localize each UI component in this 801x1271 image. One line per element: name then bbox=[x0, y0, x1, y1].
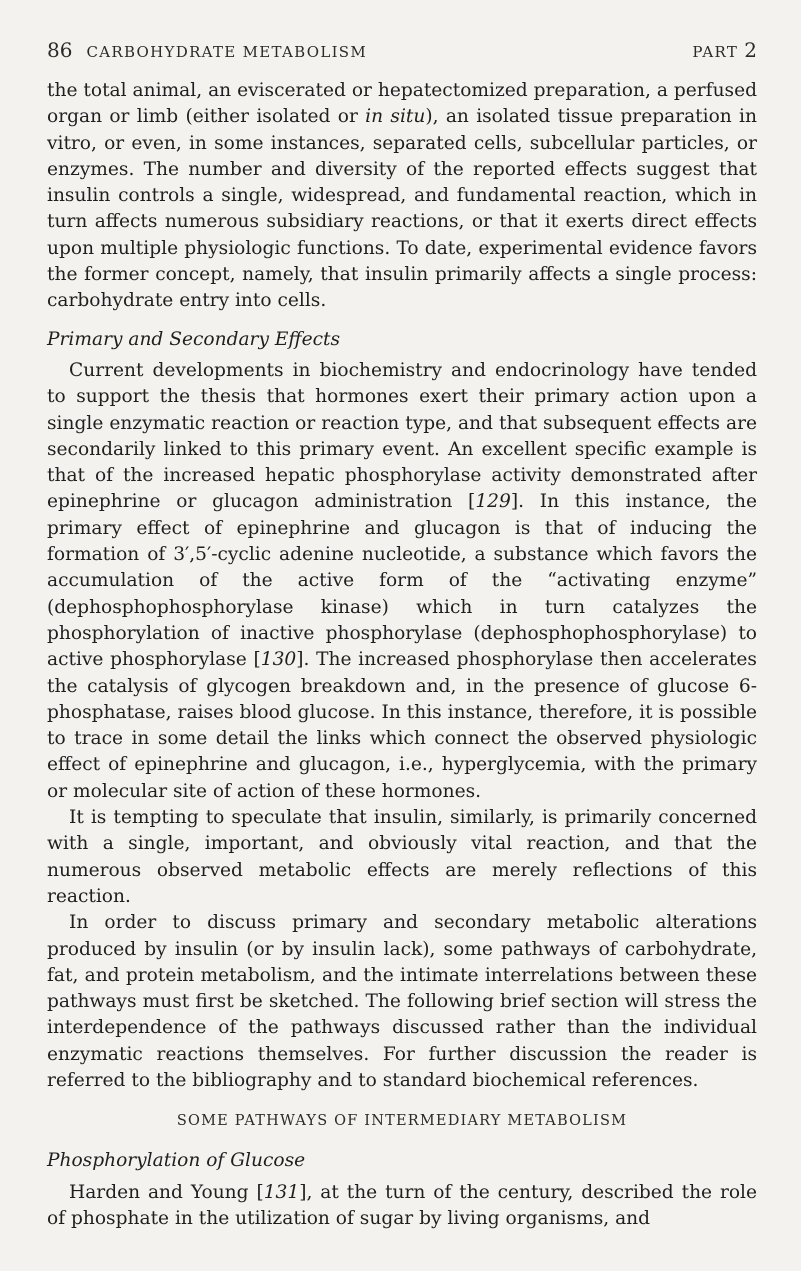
primary-p1-b: ]. In this instance, the primary effect of epinephrine and glucagon is that of inducing the formation of 3′,5′-cyclic adenine nucleotide, a substance which favors the accumulation of the active form of the “activating enzyme” (dephosphophosphorylase kinase) which in turn catalyzes the phosphorylation of inactive phosphorylase (dephosphophosphorylase) to active phosphorylase [ bbox=[47, 491, 757, 671]
part-word: PART bbox=[692, 43, 739, 61]
intro-text-a: the total animal, an eviscerated or hepatectomized preparation, a perfused organ or limb (either isolated or bbox=[47, 80, 757, 128]
citation-129: 129 bbox=[475, 491, 511, 513]
phosphorylation-p1-b: ], at the turn of the century, described the role of phosphate in the utilization of sugar by living organisms, and bbox=[47, 1181, 757, 1229]
section-title-phosphorylation: Phosphorylation of Glucose bbox=[47, 1150, 306, 1172]
primary-paragraph-2: It is tempting to speculate that insulin, similarly, is primarily concerned with a single, important, and obviously vital reaction, and that the numerous observed metabolic effects are merely reflections of this reaction. bbox=[47, 807, 757, 907]
section-title-primary: Primary and Secondary Effects bbox=[47, 328, 341, 350]
citation-131: 131 bbox=[263, 1181, 300, 1203]
header-left bbox=[47, 38, 367, 62]
citation-130: 130 bbox=[260, 649, 297, 671]
phosphorylation-paragraph-1 bbox=[47, 1180, 757, 1233]
part-number: 2 bbox=[744, 38, 757, 62]
phosphorylation-p1-a: Harden and Young [ bbox=[69, 1181, 264, 1203]
running-header bbox=[47, 38, 757, 72]
part-label bbox=[692, 38, 757, 62]
page-number: 86 bbox=[47, 38, 73, 62]
intro-paragraph bbox=[47, 78, 757, 315]
primary-paragraph-3: In order to discuss primary and secondary metabolic alterations produced by insulin (or by insulin lack), some pathways of carbohydrate, fat, and protein metabolism, and the intimate interrelations between these pathways must first be sketched. The following brief section will stress the interdependence of the pathways discussed rather than the individual enzymatic reactions themselves. For further discussion the reader is referred to the bibliography and to standard biochemical references. bbox=[47, 912, 757, 1091]
intro-text-b: ), an isolated tissue preparation in vitro, or even, in some instances, separated cells, subcellular particles, or enzymes. The number and diversity of the reported effects suggest that insulin controls a single, widespread, and fundamental reaction, which in turn affects numerous subsidiary reactions, or that it exerts direct effects upon multiple physiologic functions. To date, experimental evidence favors the former concept, namely, that insulin primarily affects a single process: carbohydrate entry into cells. bbox=[47, 106, 757, 312]
primary-paragraph-1 bbox=[47, 358, 757, 805]
in-situ-italic: in situ bbox=[365, 106, 426, 128]
centered-heading: SOME PATHWAYS OF INTERMEDIARY METABOLISM bbox=[176, 1113, 628, 1130]
running-title: CARBOHYDRATE METABOLISM bbox=[86, 43, 368, 61]
primary-p1-c: ]. The increased phosphorylase then accelerates the catalysis of glycogen breakdown and, in the presence of glucose 6-phosphatase, raises blood glucose. In this instance, therefore, it is possible to trace in some detail the links which connect the observed physiologic effect of epinephrine and glucagon, i.e., hyperglycemia, with the primary or molecular site of action of these hormones. bbox=[47, 649, 757, 802]
primary-p1-a: Current developments in biochemistry and endocrinology have tended to support the thesis that hormones exert their primary action upon a single enzymatic reaction or reaction type, and that subsequent effects are secondarily linked to this primary event. An excellent specific example is that of the increased hepatic phosphorylase activity demonstrated after epinephrine or glucagon administration [ bbox=[47, 359, 757, 513]
